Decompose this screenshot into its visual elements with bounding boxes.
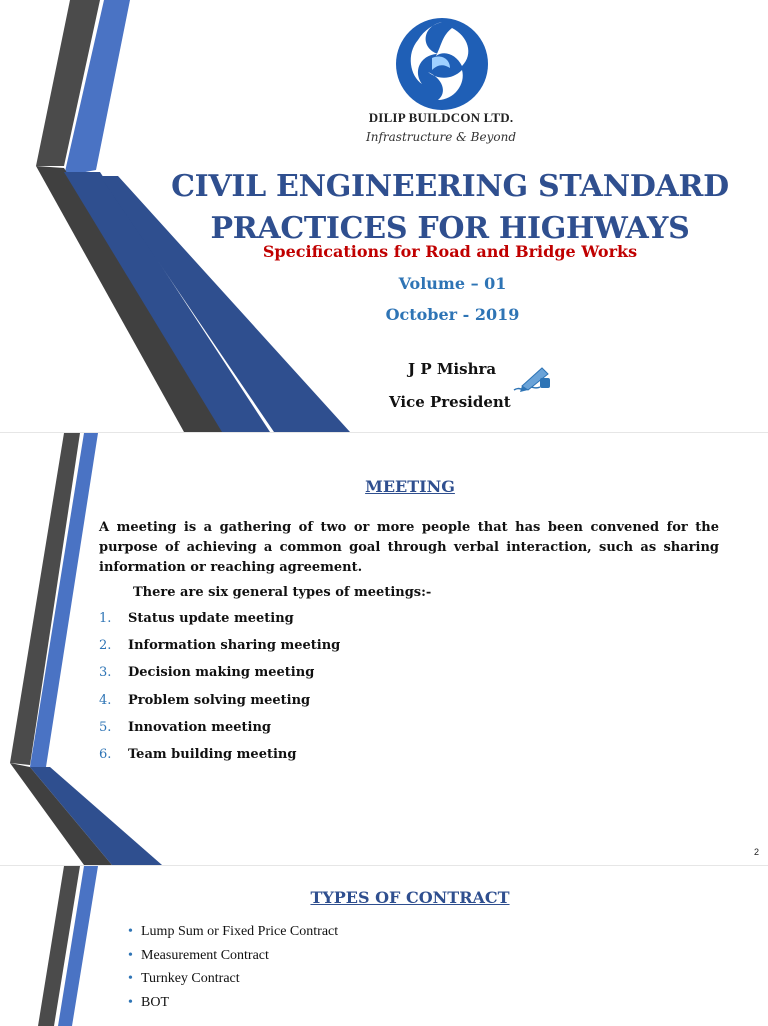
date-label: October - 2019 bbox=[385, 305, 520, 324]
list-label: Lump Sum or Fixed Price Contract bbox=[141, 924, 339, 939]
list-number: 2. bbox=[99, 638, 112, 654]
page-number: 2 bbox=[754, 847, 760, 857]
list-item bbox=[99, 638, 340, 665]
meeting-slide bbox=[0, 433, 768, 865]
list-item bbox=[99, 720, 340, 747]
company-name: DILIP BUILDCON LTD. bbox=[368, 110, 514, 125]
list-label: Measurement Contract bbox=[141, 947, 269, 963]
list-label: BOT bbox=[141, 994, 169, 1010]
document-title bbox=[130, 166, 768, 250]
list-label: Information sharing meeting bbox=[128, 638, 341, 654]
meeting-types-intro: There are six general types of meetings:- bbox=[133, 585, 432, 600]
volume-label: Volume – 01 bbox=[398, 274, 507, 293]
list-number: 5. bbox=[99, 719, 112, 735]
list-number: 4. bbox=[99, 692, 112, 708]
bullet-icon: • bbox=[128, 947, 133, 963]
contracts-slide bbox=[0, 866, 768, 1026]
author-name: J P Mishra bbox=[408, 360, 497, 378]
meeting-heading: MEETING bbox=[365, 477, 455, 496]
list-item bbox=[99, 611, 340, 638]
bullet-icon: • bbox=[128, 924, 133, 939]
list-label: Innovation meeting bbox=[128, 719, 272, 735]
list-item bbox=[99, 693, 340, 720]
title-line-2: PRACTICES FOR HIGHWAYS bbox=[210, 211, 690, 246]
document-subtitle: Specifications for Road and Bridge Works bbox=[262, 242, 638, 261]
list-label: Problem solving meeting bbox=[128, 692, 311, 708]
list-item bbox=[128, 995, 338, 1019]
list-item bbox=[99, 665, 340, 692]
contract-types-list bbox=[128, 924, 338, 1018]
list-number: 1. bbox=[99, 611, 112, 626]
list-label: Status update meeting bbox=[128, 611, 294, 626]
bullet-icon: • bbox=[128, 971, 133, 986]
title-line-1: CIVIL ENGINEERING STANDARD bbox=[171, 169, 729, 204]
meeting-types-list bbox=[99, 611, 340, 774]
company-logo-icon bbox=[392, 14, 492, 114]
list-label: Turnkey Contract bbox=[141, 971, 240, 986]
list-label: Team building meeting bbox=[128, 746, 297, 762]
list-item bbox=[128, 971, 338, 995]
meeting-definition: A meeting is a gathering of two or more people that has been convened for the purpose of achieving a common goal through verbal interaction, such as sharing information or reaching agreement. bbox=[99, 520, 719, 575]
list-number: 6. bbox=[99, 746, 112, 762]
author-role: Vice President bbox=[389, 393, 511, 411]
list-label: Decision making meeting bbox=[128, 665, 315, 681]
bullet-icon: • bbox=[128, 994, 133, 1010]
list-item bbox=[128, 948, 338, 972]
cover-slide bbox=[0, 0, 768, 432]
list-number: 3. bbox=[99, 665, 112, 681]
list-item bbox=[128, 924, 338, 948]
company-tagline: Infrastructure & Beyond bbox=[366, 130, 516, 144]
signature-pen-icon bbox=[512, 364, 552, 396]
contracts-heading: TYPES OF CONTRACT bbox=[310, 888, 510, 907]
list-item bbox=[99, 747, 340, 774]
